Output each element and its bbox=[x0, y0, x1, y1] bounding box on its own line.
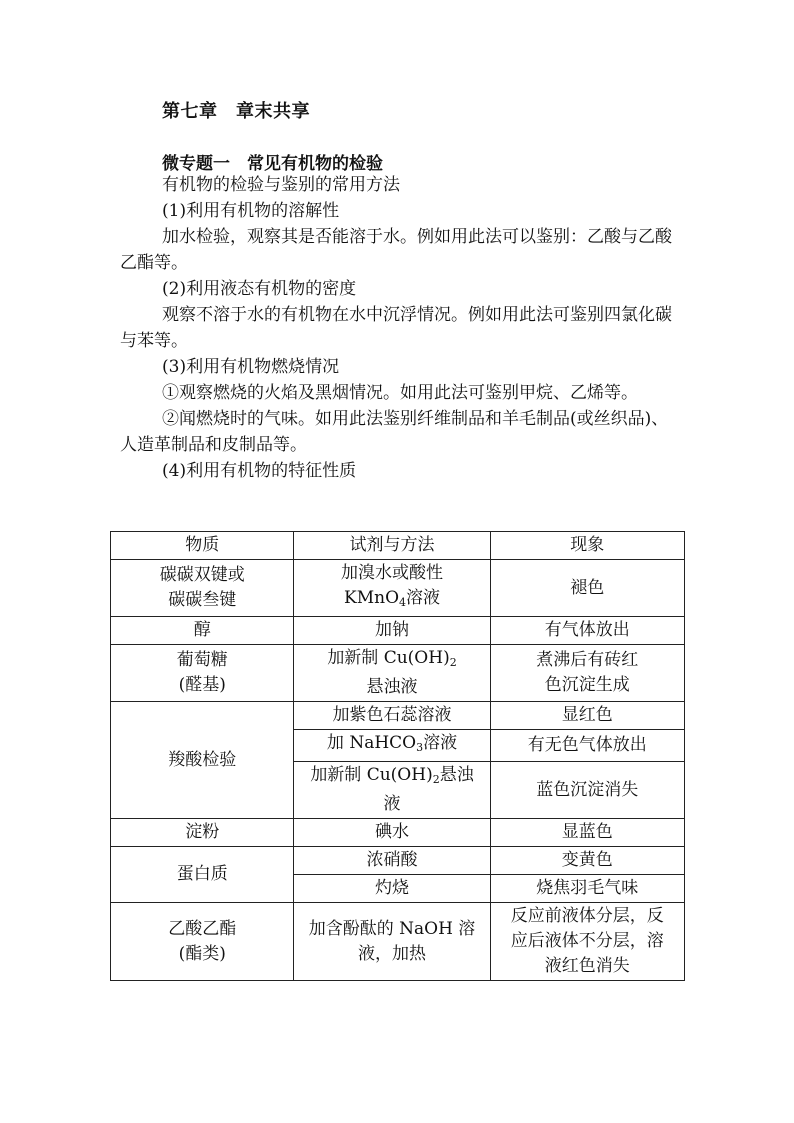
reagent-cell: 加溴水或酸性 KMnO$_4$溶液 bbox=[294, 560, 490, 617]
properties-table bbox=[110, 531, 685, 981]
phenomenon-cell: 显蓝色 bbox=[490, 819, 684, 847]
table-row bbox=[111, 617, 685, 645]
reagent-cell: 加钠 bbox=[294, 617, 490, 645]
chapter-title: 第七章 章末共享 bbox=[162, 101, 310, 122]
reagent-cell: 加 NaHCO$_3$溶液 bbox=[294, 730, 490, 762]
section-title: 微专题一 常见有机物的检验 bbox=[162, 154, 383, 174]
table-header-row bbox=[111, 532, 685, 560]
header-substance: 物质 bbox=[111, 532, 294, 560]
substance-cell: 碳碳双键或 碳碳叁键 bbox=[111, 560, 294, 617]
phenomenon-cell: 变黄色 bbox=[490, 847, 684, 875]
reagent-cell: 加新制 $Cu(OH)_2$悬浊 液 bbox=[294, 762, 490, 819]
substance-cell: 葡萄糖 (醛基) bbox=[111, 645, 294, 702]
phenomenon-cell: 反应前液体分层，反 应后液体不分层，溶 液红色消失 bbox=[490, 903, 684, 981]
substance-cell: 淀粉 bbox=[111, 819, 294, 847]
reagent-cell: 浓硝酸 bbox=[294, 847, 490, 875]
reagent-cell: 加紫色石蕊溶液 bbox=[294, 702, 490, 730]
body-text bbox=[120, 172, 676, 484]
phenomenon-cell: 煮沸后有砖红 色沉淀生成 bbox=[490, 645, 684, 702]
table-row bbox=[111, 560, 685, 617]
method-3-item-b: ②闻燃烧时的气味。如用此法鉴别纤维制品和羊毛制品(或丝织品)、人造革制品和皮制品等。 bbox=[120, 409, 669, 455]
phenomenon-cell: 有气体放出 bbox=[490, 617, 684, 645]
substance-cell: 乙酸乙酯 (酯类) bbox=[111, 903, 294, 981]
method-2-text: 观察不溶于水的有机物在水中沉浮情况。例如用此法可鉴别四氯化碳与苯等。 bbox=[120, 305, 672, 351]
phenomenon-cell: 有无色气体放出 bbox=[490, 730, 684, 762]
phenomenon-cell: 褪色 bbox=[490, 560, 684, 617]
table-row bbox=[111, 847, 685, 875]
reagent-cell: 加新制 $Cu(OH)_2$ 悬浊液 bbox=[294, 645, 490, 702]
header-reagent: 试剂与方法 bbox=[294, 532, 490, 560]
table-row bbox=[111, 645, 685, 702]
table-row bbox=[111, 702, 685, 730]
header-phenomenon: 现象 bbox=[490, 532, 684, 560]
table-row bbox=[111, 819, 685, 847]
substance-cell: 羧酸检验 bbox=[111, 702, 294, 819]
method-1-title: (1)利用有机物的溶解性 bbox=[162, 201, 340, 221]
reagent-cell: 加含酚酞的 NaOH 溶 液，加热 bbox=[294, 903, 490, 981]
intro-paragraph: 有机物的检验与鉴别的常用方法 bbox=[162, 175, 400, 195]
method-4-title: (4)利用有机物的特征性质 bbox=[162, 461, 357, 481]
phenomenon-cell: 烧焦羽毛气味 bbox=[490, 875, 684, 903]
substance-cell: 蛋白质 bbox=[111, 847, 294, 903]
substance-cell: 醇 bbox=[111, 617, 294, 645]
reagent-cell: 灼烧 bbox=[294, 875, 490, 903]
table-row bbox=[111, 903, 685, 981]
reagent-cell: 碘水 bbox=[294, 819, 490, 847]
method-3-title: (3)利用有机物燃烧情况 bbox=[162, 357, 340, 377]
method-3-item-a: ①观察燃烧的火焰及黑烟情况。如用此法可鉴别甲烷、乙烯等。 bbox=[162, 383, 638, 403]
phenomenon-cell: 显红色 bbox=[490, 702, 684, 730]
phenomenon-cell: 蓝色沉淀消失 bbox=[490, 762, 684, 819]
method-1-text: 加水检验，观察其是否能溶于水。例如用此法可以鉴别：乙酸与乙酸乙酯等。 bbox=[120, 227, 672, 273]
method-2-title: (2)利用液态有机物的密度 bbox=[162, 279, 357, 299]
